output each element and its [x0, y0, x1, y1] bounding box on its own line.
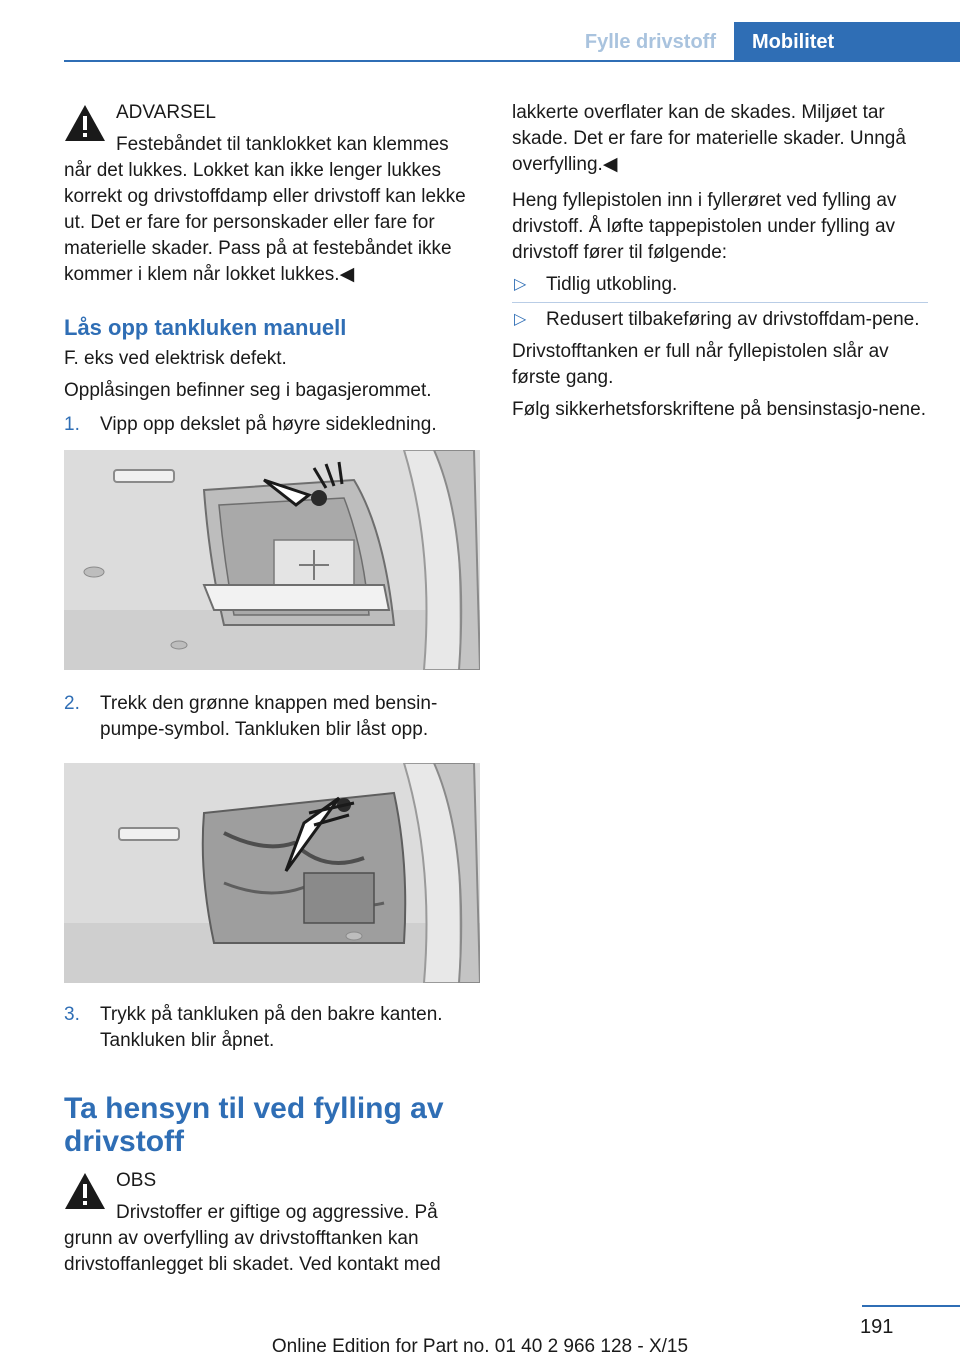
left-column: [64, 100, 480, 1278]
right-column: [512, 100, 928, 423]
step-number: 1.: [64, 414, 80, 435]
bullet-item: [512, 307, 928, 333]
caution-text: Drivstoffer er giftige og aggressive. På grunn av overfylling av drivstofftanken kan drivstoffanlegget bli skadet. Ved kontakt med: [64, 1202, 441, 1275]
caution-text-continued: lakkerte overflater kan de skades. Miljøet tar skade. Det er fare for materielle skader. Unngå overfylling.◀: [512, 102, 906, 175]
bullet-separator: [512, 302, 928, 303]
bullet-text: Tidlig utkobling.: [546, 274, 678, 295]
header-rule: [64, 60, 960, 62]
caution-notice: [64, 1168, 480, 1194]
step-text: Trekk den grønne knappen med bensin-pumpe-symbol. Tankluken blir låst opp.: [100, 693, 438, 740]
figure-green-button: [64, 763, 480, 983]
step-text: Trykk på tankluken på den bakre kanten. Tankluken blir åpnet.: [100, 1004, 443, 1051]
intro-text-2: Opplåsingen befinner seg i bagasjerommet.: [64, 380, 432, 401]
step-number: 2.: [64, 693, 80, 714]
step-text: Vipp opp dekslet på høyre sidekledning.: [100, 414, 437, 435]
paragraph-safety: Følg sikkerhetsforskriftene på bensinstasjo-nene.: [512, 399, 926, 420]
triangle-bullet-icon: ▷: [514, 311, 527, 328]
bullet-text: Redusert tilbakeføring av drivstoffdam-pene.: [546, 309, 920, 330]
paragraph-tank-full: Drivstofftanken er full når fyllepistolen slår av første gang.: [512, 341, 889, 388]
triangle-bullet-icon: ▷: [514, 276, 527, 293]
step-2: [64, 691, 480, 743]
intro-text-1: F. eks ved elektrisk defekt.: [64, 348, 287, 369]
page-number: 191: [860, 1316, 894, 1338]
footer-rule: [862, 1305, 960, 1307]
paragraph-hang-nozzle: Heng fyllepistolen inn i fyllerøret ved fylling av drivstoff. Å løfte tappepistolen under fylling av drivstoff fører til følgende:: [512, 190, 897, 263]
warning-text: Festebåndet til tanklokket kan klemmes når det lukkes. Lokket kan ikke lenger lukkes korrekt og drivstoffdamp eller drivstoff kan lekke ut. Det er fare for personskader eller fare for materielle skader. Pass på at festebåndet ikke kommer i klem når lokket lukkes.◀: [64, 134, 466, 285]
warning-triangle-icon: [64, 1172, 106, 1210]
step-3: [64, 1002, 480, 1054]
figure-side-panel-cover: [64, 450, 480, 670]
section-heading-refueling: Ta hensyn til ved fylling av drivstoff: [64, 1092, 444, 1158]
caution-title: OBS: [116, 1170, 157, 1191]
header-section-title: Fylle drivstoff: [584, 30, 716, 53]
warning-triangle-icon: [64, 104, 106, 142]
page-header: [567, 22, 960, 62]
header-chapter-tab: Mobilitet: [734, 22, 960, 62]
subheading-manual-unlock: Lås opp tankluken manuell: [64, 315, 347, 340]
edition-footer: Online Edition for Part no. 01 40 2 966 128 - X/15: [271, 1336, 689, 1357]
bullet-item: [512, 272, 928, 298]
warning-title: ADVARSEL: [116, 102, 216, 123]
step-1: [64, 412, 480, 438]
step-number: 3.: [64, 1004, 80, 1025]
warning-notice: [64, 100, 480, 126]
